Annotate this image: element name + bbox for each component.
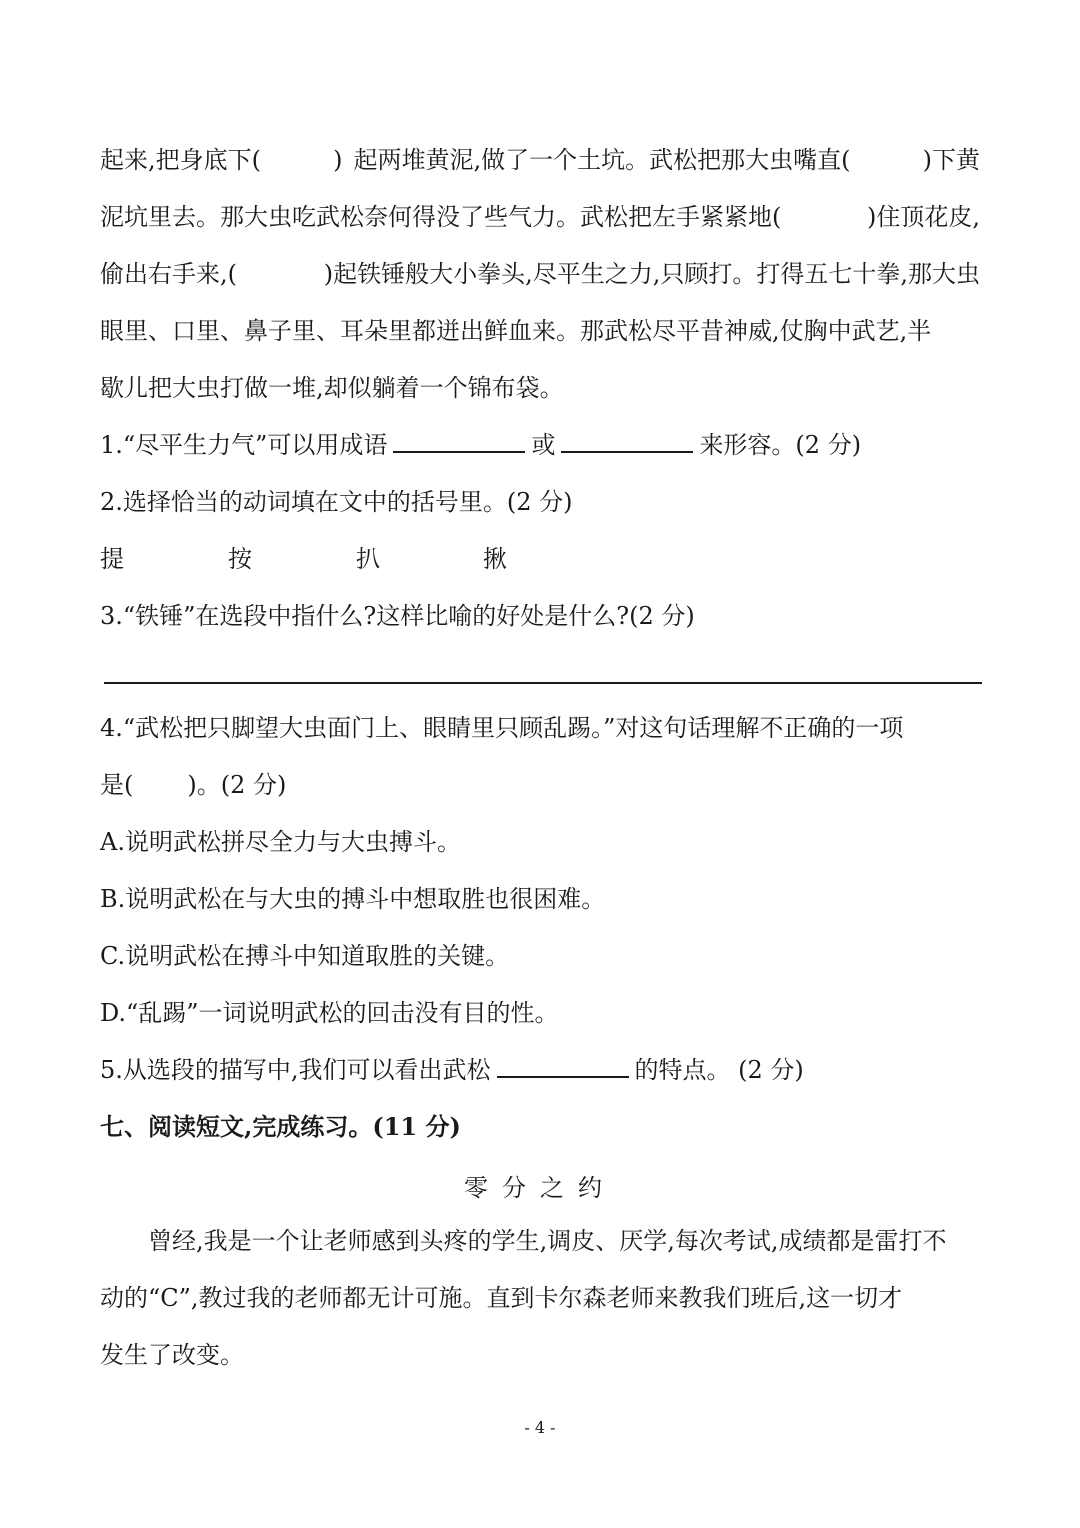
option-b: B.说明武松在与大虫的搏斗中想取胜也很困难。	[100, 885, 606, 913]
option-a: A.说明武松拼尽全力与大虫搏斗。	[100, 828, 461, 856]
question-4-line-1: 4.“武松把只脚望大虫面门上、眼睛里只顾乱踢。”对这句话理解不正确的一项	[100, 714, 904, 742]
question-3: 3.“铁锤”在选段中指什么?这样比喻的好处是什么?(2 分)	[100, 602, 695, 630]
story-line-2: 动的“C”,教过我的老师都无计可施。直到卡尔森老师来教我们班后,这一切才	[100, 1284, 903, 1312]
section-7-heading: 七、阅读短文,完成练习。(11 分)	[100, 1112, 461, 1141]
story-line-1: 曾经,我是一个让老师感到头疼的学生,调皮、厌学,每次考试,成绩都是雷打不	[148, 1227, 947, 1255]
passage-line-3: 偷出右手来,( )起铁锤般大小拳头,尽平生之力,只顾打。打得五七十拳,那大虫	[100, 260, 980, 288]
verb-option-2: 按	[228, 545, 252, 573]
answer-blank-1b[interactable]	[561, 429, 693, 453]
option-d: D.“乱踢”一词说明武松的回击没有目的性。	[100, 999, 559, 1027]
passage-line-4: 眼里、口里、鼻子里、耳朵里都迸出鲜血来。那武松尽平昔神威,仗胸中武艺,半	[100, 317, 932, 345]
question-5: 5.从选段的描写中,我们可以看出武松 的特点。 (2 分)	[100, 1056, 804, 1084]
story-line-3: 发生了改变。	[100, 1341, 244, 1369]
passage-line-2: 泥坑里去。那大虫吃武松奈何得没了些气力。武松把左手紧紧地( )住顶花皮,	[100, 203, 980, 231]
question-2: 2.选择恰当的动词填在文中的括号里。(2 分)	[100, 488, 573, 516]
answer-line-3[interactable]	[104, 682, 982, 684]
story-title: 零分之约	[464, 1174, 616, 1202]
verb-option-3: 扒	[356, 545, 380, 573]
passage-line-5: 歇儿把大虫打做一堆,却似躺着一个锦布袋。	[100, 374, 564, 402]
question-1: 1.“尽平生力气”可以用成语 或 来形容。(2 分)	[100, 431, 862, 459]
question-4-line-2: 是( )。(2 分)	[100, 771, 287, 799]
verb-option-4: 揪	[483, 545, 507, 573]
page-number: - 4 -	[524, 1418, 556, 1437]
answer-blank-1a[interactable]	[393, 429, 525, 453]
verb-option-1: 提	[100, 545, 124, 573]
answer-blank-5[interactable]	[497, 1054, 629, 1078]
passage-line-1: 起来,把身底下( ) 起两堆黄泥,做了一个土坑。武松把那大虫嘴直( )下黄	[100, 146, 980, 174]
option-c: C.说明武松在搏斗中知道取胜的关键。	[100, 942, 510, 970]
